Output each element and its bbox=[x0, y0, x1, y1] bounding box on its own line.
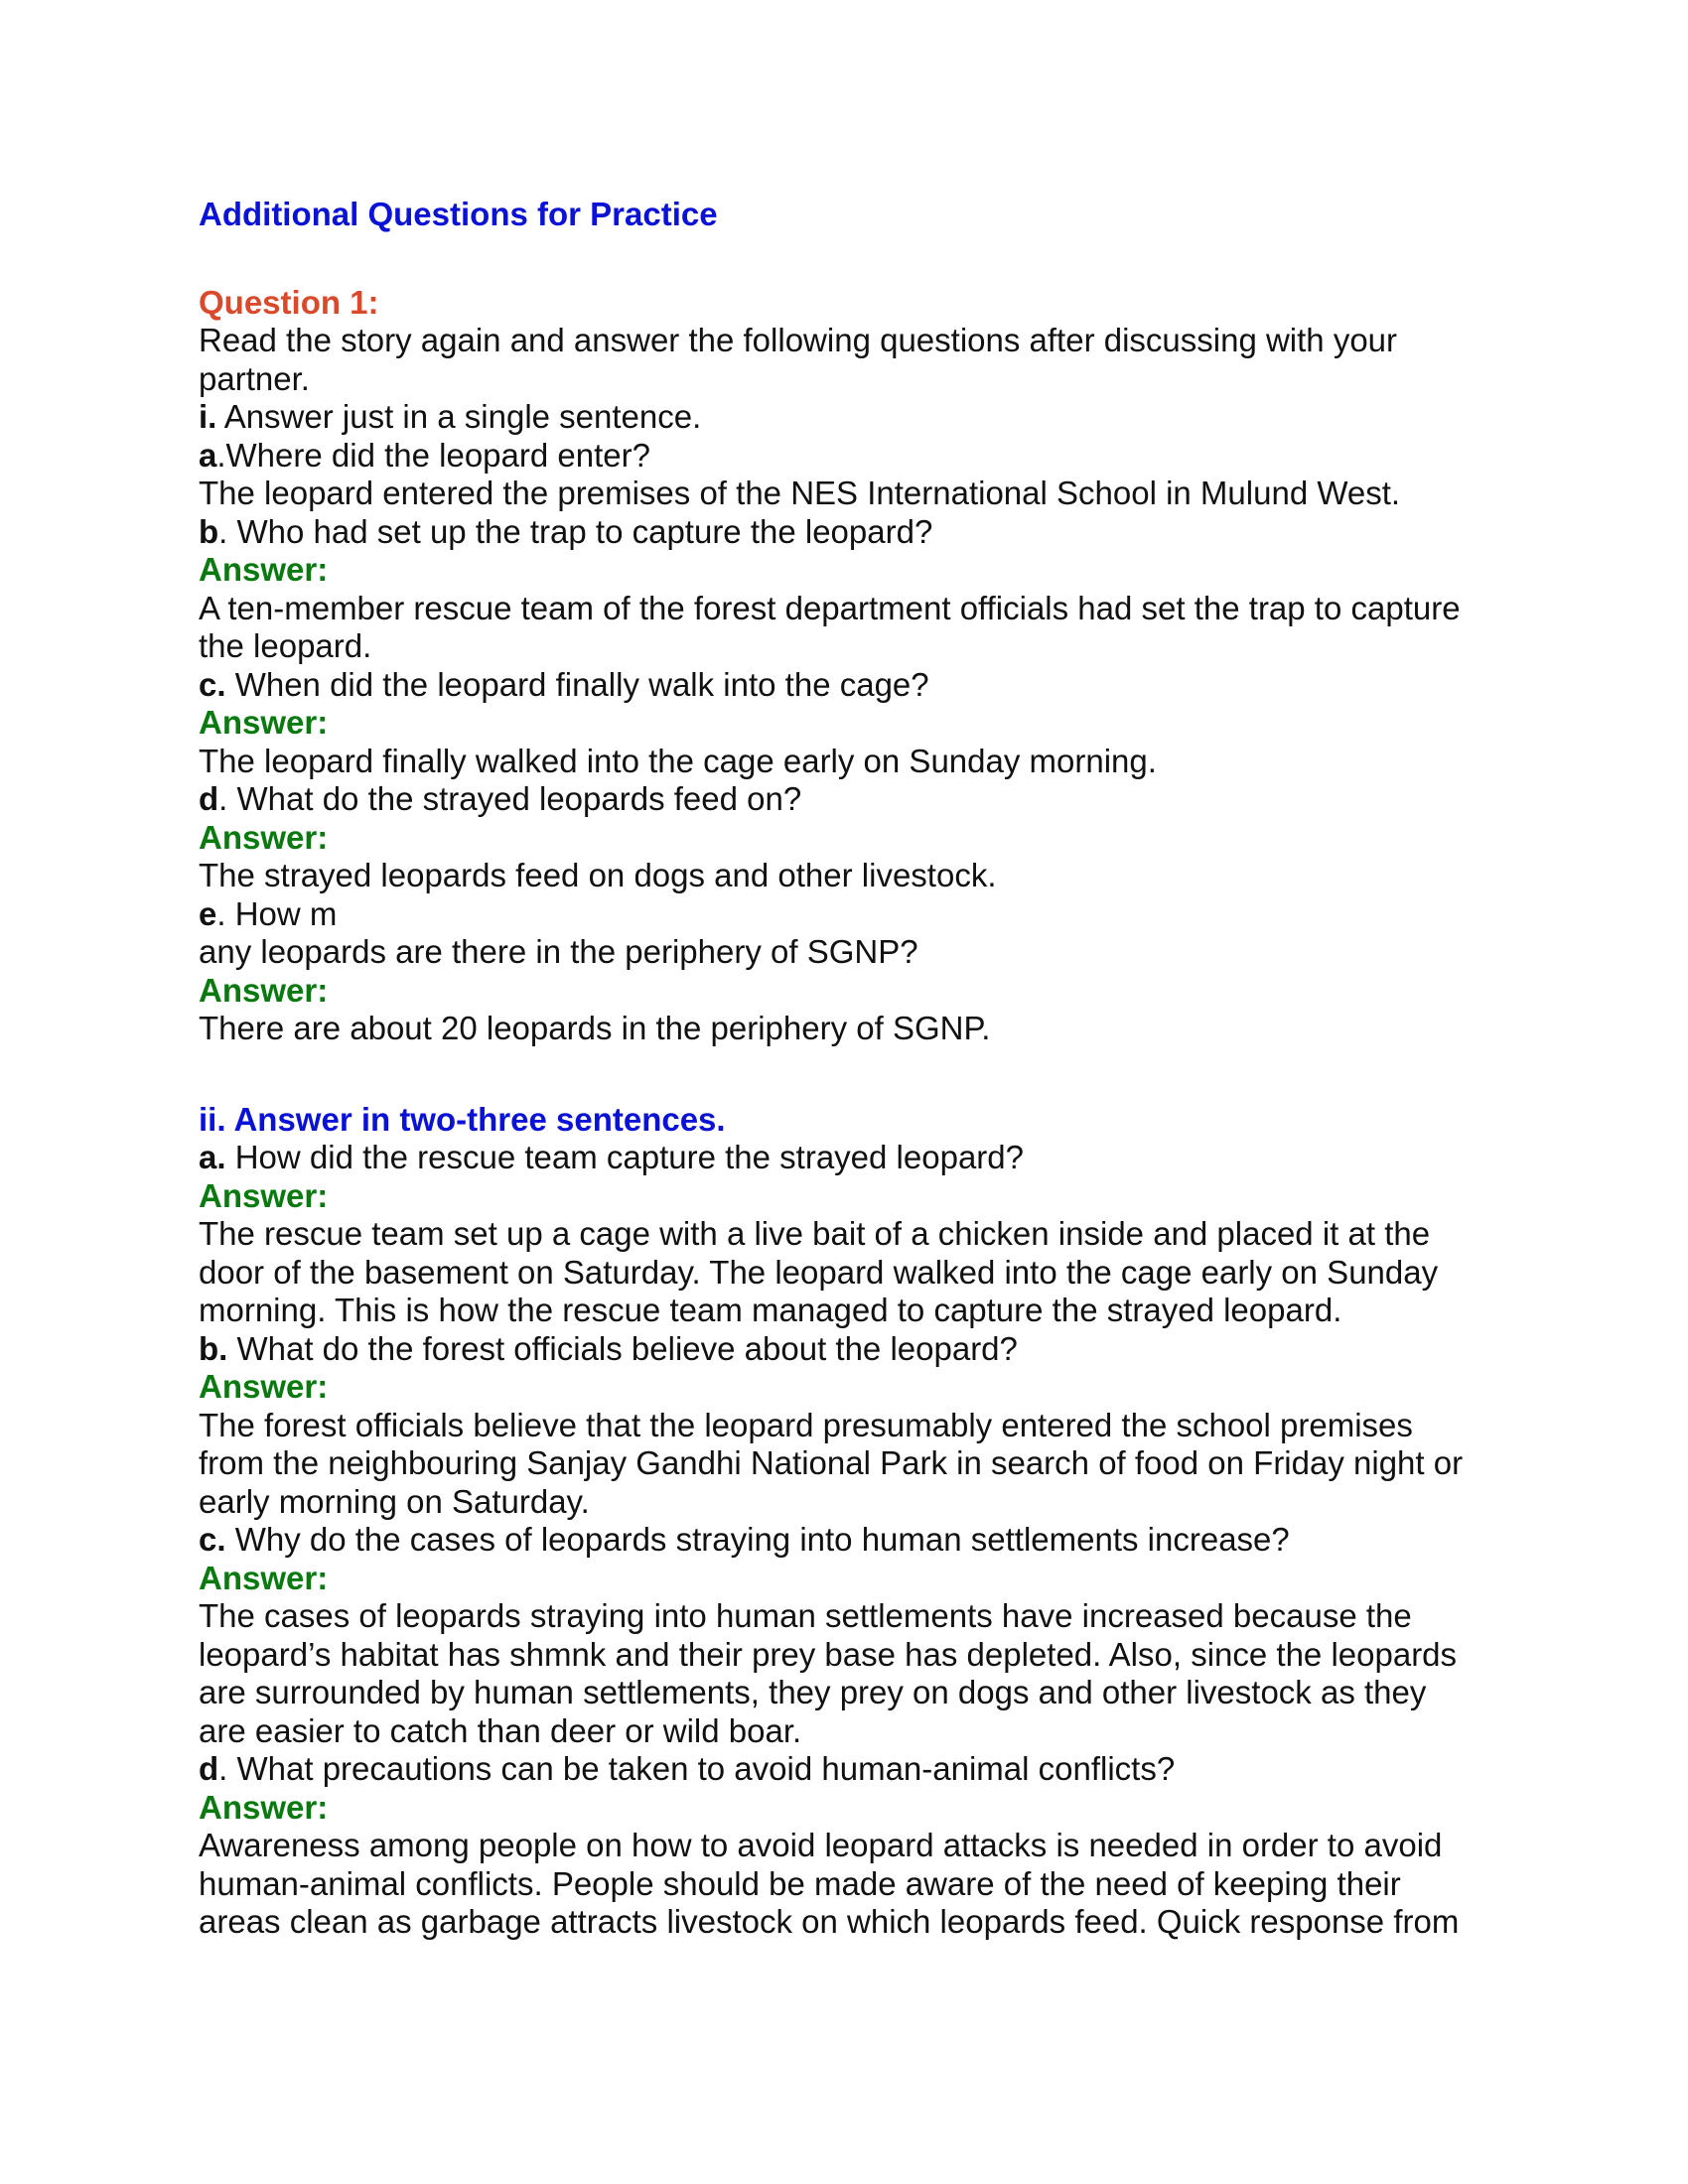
part-ii-answer-b-line-2: from the neighbouring Sanjay Gandhi National Park in search of food on Friday night or bbox=[199, 1444, 1464, 1481]
part-ii-answer-a-line-1: The rescue team set up a cage with a live bait of a chicken inside and placed it at the bbox=[199, 1215, 1431, 1252]
question-1-intro-line-1: Read the story again and answer the following questions after discussing with your bbox=[199, 322, 1398, 358]
question-e-continuation: any leopards are there in the periphery of SGNP? bbox=[199, 933, 918, 970]
part-ii-answer-b-label: Answer: bbox=[199, 1368, 329, 1405]
question-1-intro-line-2: partner. bbox=[199, 359, 310, 397]
part-i-label: i. bbox=[199, 398, 217, 435]
part-ii-question-b-label: b. bbox=[199, 1329, 228, 1367]
part-ii-question-b-text: What do the forest officials believe about the leopard? bbox=[227, 1329, 1018, 1367]
part-ii-question-a bbox=[199, 1139, 1489, 1177]
part-ii-question-c-text: Why do the cases of leopards straying into human settlements increase? bbox=[225, 1521, 1290, 1558]
part-ii-answer-c-line-4: are easier to catch than deer or wild boar. bbox=[199, 1711, 802, 1749]
answer-e-text: There are about 20 leopards in the periphery of SGNP. bbox=[199, 1010, 991, 1046]
part-ii-answer-d-line-3: areas clean as garbage attracts livestock on which leopards feed. Quick response from bbox=[199, 1903, 1460, 1940]
question-e-text: . How m bbox=[216, 894, 338, 932]
answer-c-label: Answer: bbox=[199, 704, 329, 741]
part-ii-answer-a-line-3: morning. This is how the rescue team managed to capture the strayed leopard. bbox=[199, 1292, 1342, 1328]
part-ii-answer-d-line-2: human-animal conflicts. People should be made aware of the need of keeping their bbox=[199, 1864, 1401, 1902]
question-d-label: d bbox=[199, 780, 219, 817]
question-d bbox=[199, 780, 1489, 819]
question-b-label: b bbox=[199, 512, 219, 550]
part-i-text: Answer just in a single sentence. bbox=[216, 398, 702, 435]
part-ii-answer-c-line-1: The cases of leopards straying into human settlements have increased because the bbox=[199, 1597, 1412, 1634]
part-i-instruction bbox=[199, 398, 1489, 437]
part-ii-question-a-label: a. bbox=[199, 1139, 226, 1175]
question-e bbox=[199, 895, 1489, 934]
answer-d-label: Answer: bbox=[199, 818, 329, 856]
part-ii-answer-c-line-2: leopard’s habitat has shmnk and their prey base has depleted. Also, since the leopards bbox=[199, 1635, 1458, 1673]
answer-d-text: The strayed leopards feed on dogs and other livestock. bbox=[199, 857, 997, 893]
question-d-text: . What do the strayed leopards feed on? bbox=[218, 780, 802, 817]
part-ii-section bbox=[199, 1101, 1489, 1942]
question-a bbox=[199, 437, 1489, 476]
part-ii-title: ii. Answer in two-three sentences. bbox=[199, 1100, 726, 1138]
question-c-text: When did the leopard finally walk into the cage? bbox=[225, 665, 929, 703]
part-ii-answer-d-label: Answer: bbox=[199, 1788, 329, 1826]
part-ii-answer-b-line-3: early morning on Saturday. bbox=[199, 1482, 590, 1520]
answer-c-text: The leopard finally walked into the cage early on Sunday morning. bbox=[199, 742, 1157, 779]
question-b bbox=[199, 513, 1489, 552]
question-1-section bbox=[199, 284, 1489, 1048]
question-c bbox=[199, 666, 1489, 705]
part-ii-question-c-label: c. bbox=[199, 1521, 226, 1558]
document-page bbox=[199, 195, 1489, 1942]
part-ii-answer-a-line-2: door of the basement on Saturday. The leopard walked into the cage early on Sunday bbox=[199, 1253, 1439, 1291]
page-heading: Additional Questions for Practice bbox=[199, 196, 718, 232]
question-c-label: c. bbox=[199, 665, 226, 703]
answer-b-label: Answer: bbox=[199, 551, 329, 588]
question-e-label: e bbox=[199, 894, 217, 932]
part-ii-question-d-text: . What precautions can be taken to avoid human-animal conflicts? bbox=[218, 1750, 1176, 1787]
question-a-label: a bbox=[199, 436, 217, 474]
part-ii-answer-d-line-1: Awareness among people on how to avoid leopard attacks is needed in order to avoid bbox=[199, 1827, 1443, 1863]
answer-e-label: Answer: bbox=[199, 971, 329, 1009]
part-ii-question-b bbox=[199, 1330, 1489, 1369]
answer-b-line-2: the leopard. bbox=[199, 627, 372, 664]
part-ii-answer-c-line-3: are surrounded by human settlements, they prey on dogs and other livestock as they bbox=[199, 1674, 1427, 1710]
part-ii-answer-b-line-1: The forest officials believe that the leopard presumably entered the school premises bbox=[199, 1406, 1413, 1443]
question-a-text: .Where did the leopard enter? bbox=[216, 436, 650, 474]
answer-b-line-1: A ten-member rescue team of the forest department officials had set the trap to capture bbox=[199, 589, 1461, 626]
question-b-text: . Who had set up the trap to capture the leopard? bbox=[218, 512, 933, 550]
answer-a-text: The leopard entered the premises of the NES International School in Mulund West. bbox=[199, 475, 1401, 511]
part-ii-question-d-label: d bbox=[199, 1750, 219, 1787]
part-ii-answer-a-label: Answer: bbox=[199, 1176, 329, 1214]
part-ii-question-a-text: How did the rescue team capture the strayed leopard? bbox=[225, 1139, 1024, 1175]
part-ii-answer-c-label: Answer: bbox=[199, 1559, 329, 1596]
part-ii-question-c bbox=[199, 1521, 1489, 1560]
part-ii-question-d bbox=[199, 1750, 1489, 1789]
question-1-title: Question 1: bbox=[199, 284, 379, 321]
